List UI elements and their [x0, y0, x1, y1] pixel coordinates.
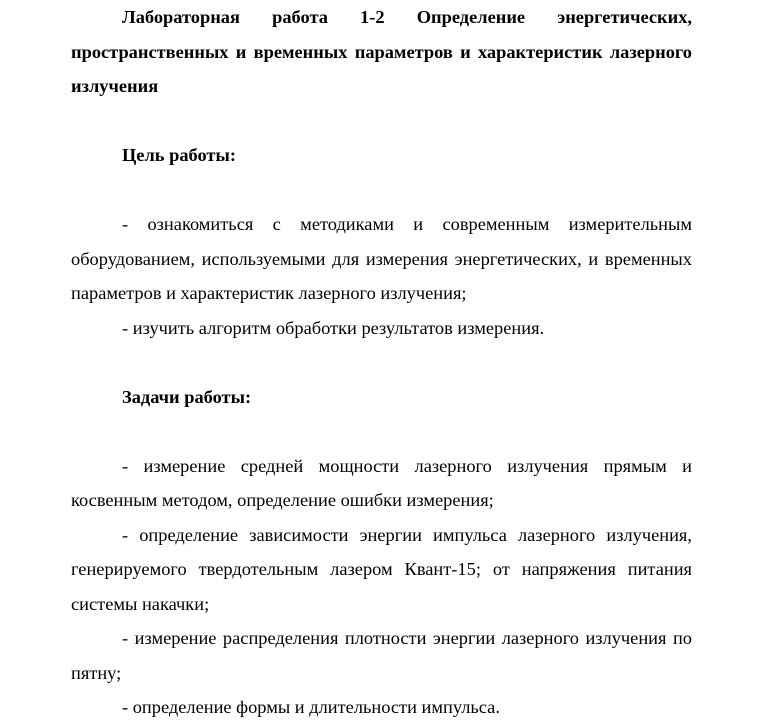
task-item: - измерение средней мощности лазерного излучения прямым и косвенным методом, определение ошибки измерения; — [71, 455, 692, 510]
document-title: Лабораторная работа 1-2 Определение энергетических, пространственных и временных параметров и характеристик лазерного излучения — [71, 7, 692, 96]
task-item: - определение формы и длительности импульса. — [122, 697, 500, 717]
goal-item: - ознакомиться с методиками и современным измерительным оборудованием, используемыми для измерения энергетических, и временных параметров и характеристик лазерного излучения; — [71, 214, 692, 303]
goal-heading: Цель работы: — [122, 145, 236, 165]
spacer — [71, 104, 692, 139]
task-item: - измерение распределения плотности энергии лазерного излучения по пятну; — [71, 628, 692, 683]
document-page — [71, 0, 692, 725]
spacer — [71, 414, 692, 449]
tasks-heading: Задачи работы: — [122, 386, 252, 407]
goal-item: - изучить алгоритм обработки результатов измерения. — [122, 317, 545, 338]
spacer — [71, 345, 692, 380]
task-item: - определение зависимости энергии импульса лазерного излучения, генерируемого твердотельным лазером Квант-15; от напряжения питания системы накачки; — [71, 524, 692, 614]
spacer — [71, 173, 692, 208]
